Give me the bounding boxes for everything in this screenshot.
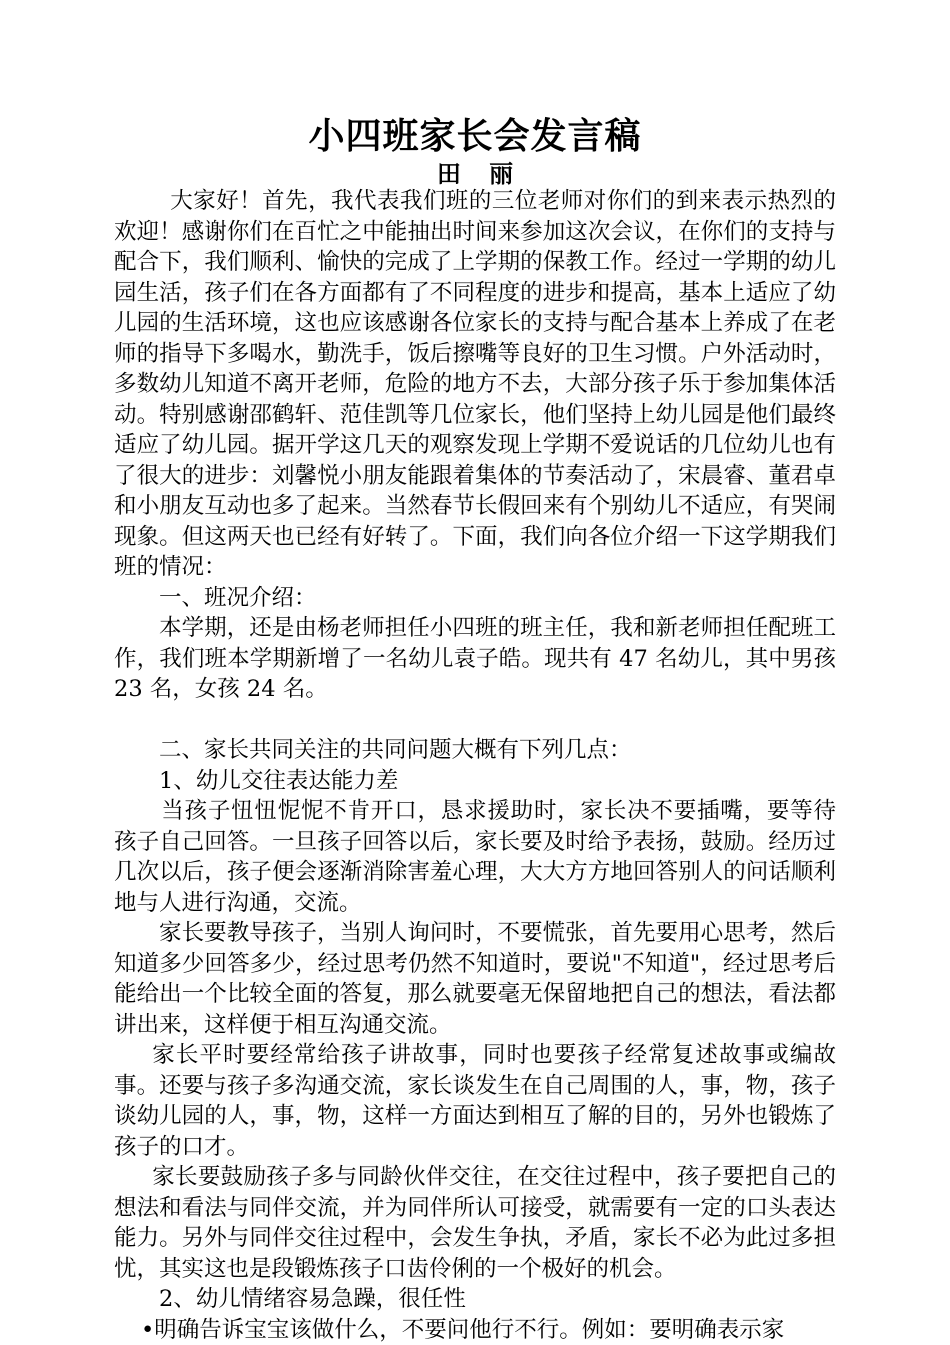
paragraph-teach-child: 家长要教导孩子，当别人询问时，不要慌张，首先要用心思考，然后知道多少回答多少，经过思考仍然不知道时，要说"不知道"，经过思考后能给出一个比较全面的答复，那么就要毫无保留地把自己的想法，看法都讲出来，这样便于相互沟通交流。 (114, 918, 836, 1040)
author-name (0, 160, 950, 188)
blank-line (114, 705, 836, 736)
section-heading-common-issues: 二、家长共同关注的共同问题大概有下列几点： (114, 735, 836, 766)
subheading-expression-ability: 1、幼儿交往表达能力差 (114, 766, 836, 797)
paragraph-shy-child: 当孩子忸忸怩怩不肯开口，恳求援助时，家长决不要插嘴，要等待孩子自己回答。一旦孩子回答以后，家长要及时给予表扬，鼓励。经历过几次以后，孩子便会逐渐消除害羞心理，大大方方地回答别人的问话顺利地与人进行沟通，交流。 (114, 796, 836, 918)
document-body (114, 186, 836, 1345)
paragraph-class-info: 本学期，还是由杨老师担任小四班的班主任，我和新老师担任配班工作，我们班本学期新增了一名幼儿袁子皓。现共有 47 名幼儿，其中男孩 23 名，女孩 24 名。 (114, 613, 836, 705)
paragraph-peer-interaction: 家长要鼓励孩子多与同龄伙伴交往，在交往过程中，孩子要把自己的想法和看法与同伴交流，并为同伴所认可接受，就需要有一定的口头表达能力。另外与同伴交往过程中，会发生争执，矛盾，家长不必为此过多担忧，其实这也是段锻炼孩子口齿伶俐的一个极好的机会。 (114, 1162, 836, 1284)
author-char-2: 丽 (489, 160, 513, 188)
document-title: 小四班家长会发言稿 (0, 112, 950, 160)
section-heading-class-intro: 一、班况介绍： (114, 583, 836, 614)
bullet-item: •明确告诉宝宝该做什么，不要问他行不行。例如：要明确表示家 (114, 1315, 836, 1345)
subheading-emotions: 2、幼儿情绪容易急躁，很任性 (114, 1284, 836, 1315)
author-char-1: 田 (437, 160, 461, 188)
paragraph-storytelling: 家长平时要经常给孩子讲故事，同时也要孩子经常复述故事或编故事。还要与孩子多沟通交流，家长谈发生在自己周围的人，事，物，孩子谈幼儿园的人，事，物，这样一方面达到相互了解的目的，另外也锻炼了孩子的口才。 (114, 1040, 836, 1162)
paragraph-opening: 大家好！首先，我代表我们班的三位老师对你们的到来表示热烈的欢迎！感谢你们在百忙之中能抽出时间来参加这次会议，在你们的支持与配合下，我们顺利、愉快的完成了上学期的保教工作。经过一学期的幼儿园生活，孩子们在各方面都有了不同程度的进步和提高，基本上适应了幼儿园的生活环境，这也应该感谢各位家长的支持与配合基本上养成了在老师的指导下多喝水，勤洗手，饭后擦嘴等良好的卫生习惯。户外活动时，多数幼儿知道不离开老师，危险的地方不去，大部分孩子乐于参加集体活动。特别感谢邵鹤轩、范佳凯等几位家长，他们坚持上幼儿园是他们最终适应了幼儿园。据开学这几天的观察发现上学期不爱说话的几位幼儿也有了很大的进步：刘馨悦小朋友能跟着集体的节奏活动了，宋晨睿、董君卓和小朋友互动也多了起来。当然春节长假回来有个别幼儿不适应，有哭闹现象。但这两天也已经有好转了。下面，我们向各位介绍一下这学期我们班的情况： (114, 186, 836, 583)
